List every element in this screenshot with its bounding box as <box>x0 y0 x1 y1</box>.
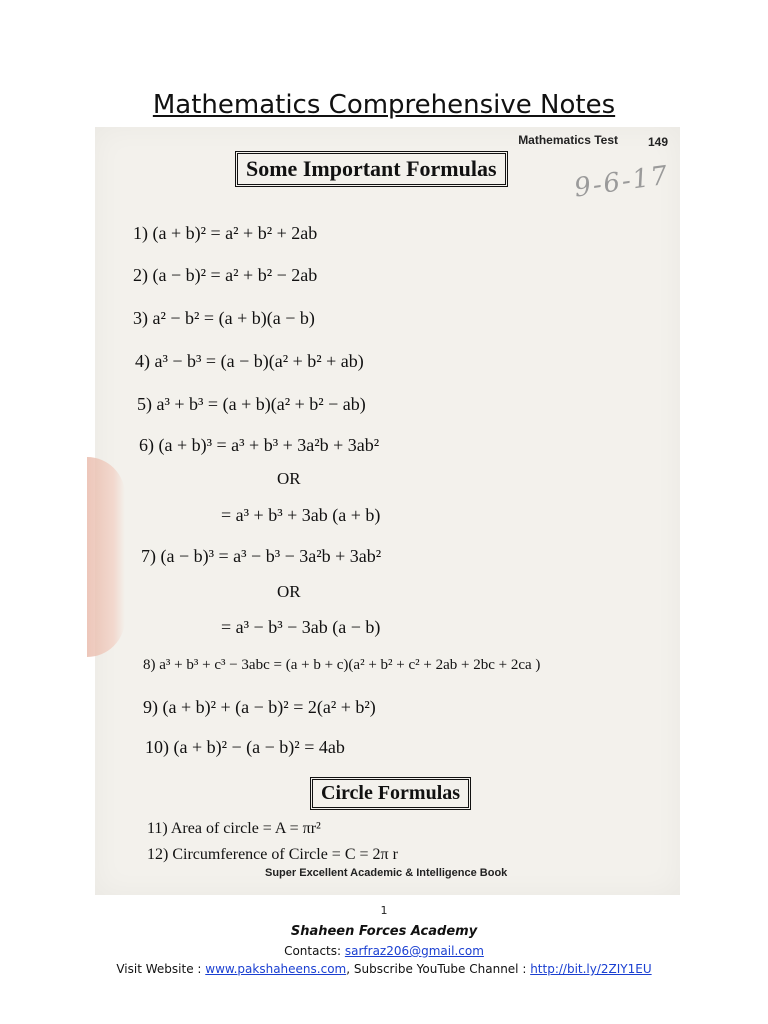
scan-page-number: 149 <box>647 135 668 149</box>
scan-header-label: Mathematics Test <box>518 133 618 147</box>
formula-3: 3) a² − b² = (a + b)(a − b) <box>133 308 315 328</box>
formula-9: 9) (a + b)² + (a − b)² = 2(a² + b²) <box>143 697 376 717</box>
formula-11: 11) Area of circle = A = πr² <box>147 820 321 837</box>
formula-5: 5) a³ + b³ = (a + b)(a² + b² − ab) <box>137 394 366 414</box>
scanned-page <box>95 127 680 895</box>
handwritten-date: 9-6-17 <box>572 160 672 204</box>
book-footer: Super Excellent Academic & Intelligence Book <box>265 867 508 879</box>
contacts-label: Contacts: <box>284 944 345 958</box>
formula-10: 10) (a + b)² − (a − b)² = 4ab <box>145 737 345 757</box>
document-title: Mathematics Comprehensive Notes <box>152 90 616 120</box>
formula-6-alt: = a³ + b³ + 3ab (a + b) <box>221 505 381 525</box>
formula-7-alt: = a³ − b³ − 3ab (a − b) <box>221 617 381 637</box>
footer-visit <box>0 962 768 976</box>
formula-6: 6) (a + b)³ = a³ + b³ + 3a²b + 3ab² <box>139 435 380 455</box>
youtube-link[interactable]: http://bit.ly/2ZIY1EU <box>530 962 652 976</box>
thumb-shadow <box>87 457 125 657</box>
section-title-formulas: Some Important Formulas <box>235 151 508 187</box>
footer-page-number: 1 <box>380 904 388 917</box>
youtube-label: , Subscribe YouTube Channel : <box>346 962 531 976</box>
or-label-1: OR <box>277 469 301 488</box>
formula-7: 7) (a − b)³ = a³ − b³ − 3a²b + 3ab² <box>141 546 382 566</box>
formula-8: 8) a³ + b³ + c³ − 3abc = (a + b + c)(a² + b² + c² + 2ab + 2bc + 2ca ) <box>143 657 541 673</box>
or-label-2: OR <box>277 582 301 601</box>
formula-4: 4) a³ − b³ = (a − b)(a² + b² + ab) <box>135 351 364 371</box>
visit-label: Visit Website : <box>116 962 206 976</box>
email-link[interactable]: sarfraz206@gmail.com <box>344 944 484 958</box>
formula-12: 12) Circumference of Circle = C = 2π r <box>147 846 398 863</box>
footer-contacts <box>0 944 768 958</box>
formula-1: 1) (a + b)² = a² + b² + 2ab <box>133 223 318 243</box>
section-title-circle: Circle Formulas <box>310 777 471 810</box>
formula-2: 2) (a − b)² = a² + b² − 2ab <box>133 265 318 285</box>
footer-academy-name: Shaheen Forces Academy <box>290 924 478 939</box>
website-link[interactable]: www.pakshaheens.com <box>205 962 347 976</box>
